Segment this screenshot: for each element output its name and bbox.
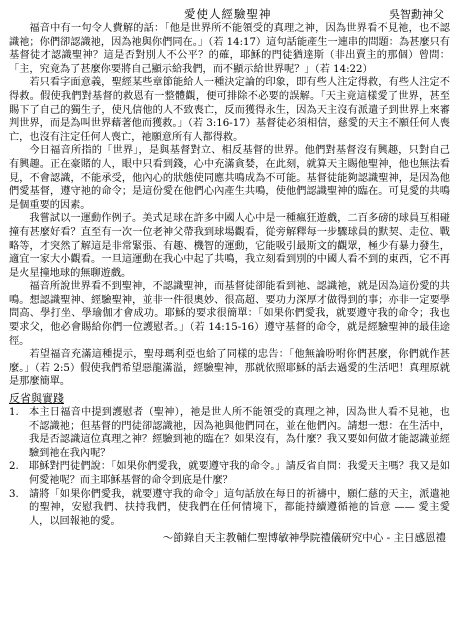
paragraph: 若只看字面意義，聖經某些章節能給人一種決定論的印象，即有些人注定得救，有些人注定不得救。假使我們對基督的救恩有一整體觀，便可排除不必要的誤解。「天主竟這樣愛了世界，甚至賜下了自己的獨生子，使凡信他的人不致喪亡，反而獲得永生，因為天主沒有派遣子到世界上來審判世界，而是為叫世界藉著他而獲救。」（若 3:16-17）基督徒必須相信，慈愛的天主不願任何人喪亡，也沒有注定任何人喪亡，祂願意所有人都得救。: [9, 77, 450, 143]
list-item-text: 耶穌對門徒們說：「如果你們愛我，就要遵守我的命令。」請反省自問：我愛天主嗎？我又是如何愛祂呢？而主耶穌基督的命令到底是什麼？: [29, 461, 450, 486]
list-item-number: 2.: [9, 461, 19, 473]
reflection-heading: 反省與實踐: [9, 392, 64, 406]
reflection-list: [9, 406, 450, 528]
article-body: [9, 22, 450, 389]
paragraph: 福音中有一句令人費解的話：「他是世界所不能領受的真理之神，因為世界看不見祂，也不認識祂；你們卻認識祂，因為祂與你們同在。」（若 14:17）這句話能產生一連串的問題：為甚麼只有基督徒才認識聖神？這是否對別人不公平？的確，耶穌的門徒猶達斯（非出賣主的那個）曾問：「主，究竟為了甚麼你要將自己顯示給我們，而不顯示給世界呢？」（若 14:22）: [9, 23, 450, 75]
list-item: [9, 406, 450, 460]
document-header: [9, 6, 450, 22]
paragraph: 福音所說世界看不到聖神，不認識聖神，而基督徒卻能看到祂、認識祂，就是因為這份愛的共鳴。想認識聖神、經驗聖神，並非一件很奧妙、很高超、要功力深厚才做得到的事；亦非一定要學問高、學打坐、學瑜伽才會成功。耶穌的要求很簡單：「如果你們愛我，就要遵守我的命令；我也要求父，他必會賜給你們一位護慰者。」（若 14:15-16）遵守基督的命令，就是經驗聖神的最佳途徑。: [9, 281, 450, 347]
source-footer: ～節錄自天主教輔仁聖博敏神學院禮儀研究中心 - 主日感恩禮: [162, 532, 446, 545]
list-item-text: 請將「如果你們愛我，就要遵守我的命令」這句話放在每日的祈禱中，願仁慈的天主，派遣祂的聖神，安慰我們、扶持我們，使我們在任何情境下，都能持續遵循祂的旨意 —— 愛主愛人，以回報祂的愛。: [29, 488, 450, 527]
article-title: 愛使人經驗聖神: [184, 7, 272, 21]
article-author: 吳智勳神父: [389, 8, 444, 21]
paragraph: 若望福音充滿這種提示，聖母瑪利亞也給了同樣的忠告：「他無論吩咐你們甚麼，你們就作甚麼。」（若 2:5）假使我們希望惡龍滿溢，經驗聖神，那就依照耶穌的話去過愛的生活吧！真理原就是那麼簡單。: [9, 349, 450, 388]
list-item: [9, 488, 450, 529]
list-item-number: 1.: [9, 407, 19, 419]
list-item-text: 本主日福音中提到護慰者（聖神），祂是世人所不能領受的真理之神，因為世人看不見祂，也不認識祂；但基督的門徒卻認識祂，因為祂與他們同在，並在他們內。請想一想：在生活中，我是否認識這位真理之神？經驗到祂的臨在？如果沒有，為什麼？我又要如何做才能認識並經驗到祂在我內呢？: [29, 407, 450, 459]
paragraph: 今日福音所指的「世界」，是與基督對立、相反基督的世界。他們對基督沒有興趣，只對自己有興趣。正在豪賭的人，眼中只看到錢，心中充滿貪婪，在此刻，就算天主賜他聖神，他也無法看見，不會認識，不能承受，他內心的狀態使同應共鳴成為不可能。基督徒能夠認識聖神，是因為他們愛基督，遵守祂的命令；是這份愛在他們心內產生共鳴，使他們認識聖神的臨在。可見愛的共鳴是個重要的因素。: [9, 145, 450, 211]
list-item: [9, 460, 450, 487]
paragraph: 我嘗試以一運動作例子。美式足球在許多中國人心中是一種瘋狂遊戲，二百多磅的球員互相碰撞有甚麼好看？直至有一次一位老神父帶我到球場觀看，從旁解釋每一步驟球員的默契、走位、戰略等，才突然了解這是非常緊張、有趣、機智的運動，它能吸引最斯文的觀眾，極少有暴力發生，適宜一家大小觀看。一旦這運動在我心中起了共鳴，我立刻看到別的中國人看不到的東西，它不再是火星撞地球的無聊遊戲。: [9, 213, 450, 279]
list-item-number: 3.: [9, 488, 19, 500]
